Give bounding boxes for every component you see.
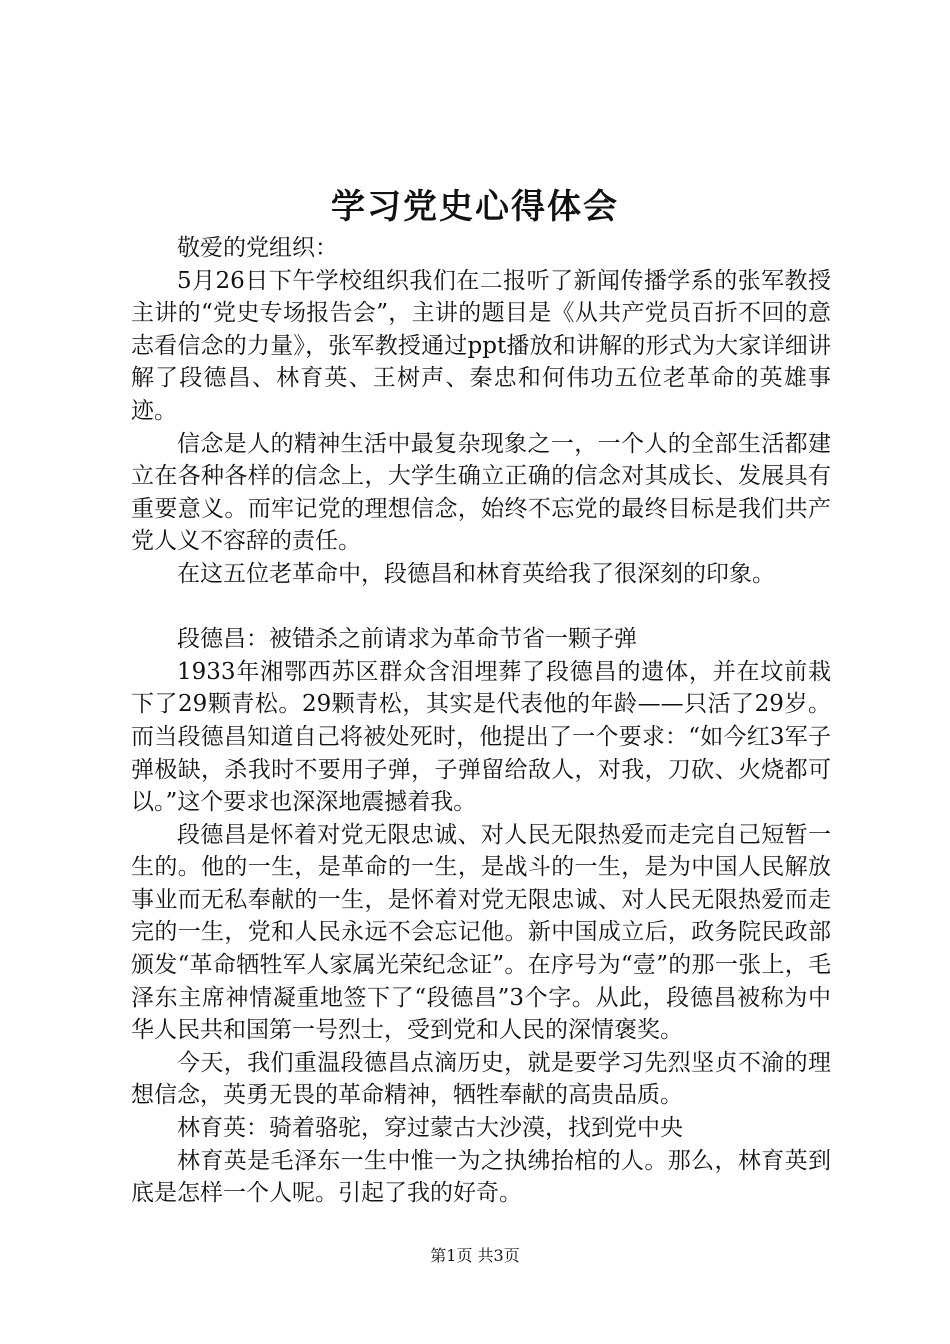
paragraph: 在这五位老革命中，段德昌和林育英给我了很深刻的印象。 xyxy=(177,560,775,587)
paragraph-salutation: 敬爱的党组织： xyxy=(177,235,338,261)
section-heading: 林育英：骑着骆驼，穿过蒙古大沙漠，找到党中央 xyxy=(177,1115,683,1142)
paragraph: 林育英是毛泽东一生中惟一为之执绋抬棺的人。那么，林育英到底是怎样一个人呢。引起了我的好奇。 xyxy=(131,1147,831,1207)
paragraph: 1933年湘鄂西苏区群众含泪埋葬了段德昌的遗体，并在坟前栽下了29颗青松。29颗青松，其实是代表他的年龄——只活了29岁。而当段德昌知道自己将被处死时，他提出了一个要求：“如今红3军子弹极缺，杀我时不要用子弹，子弹留给敌人，对我，刀砍、火烧都可以。”这个要求也深深地震撼着我。 xyxy=(131,658,831,816)
paragraph: 信念是人的精神生活中最复杂现象之一，一个人的全部生活都建立在各种各样的信念上，大学生确立正确的信念对其成长、发展具有重要意义。而牢记党的理想信念，始终不忘党的最终目标是我们共产党人义不容辞的责任。 xyxy=(131,430,831,555)
section-heading: 段德昌：被错杀之前请求为革命节省一颗子弹 xyxy=(177,626,637,653)
document-body xyxy=(131,232,831,1210)
paragraph: 今天，我们重温段德昌点滴历史，就是要学习先烈坚贞不渝的理想信念，英勇无畏的革命精神，牺牲奉献的高贵品质。 xyxy=(131,1049,831,1109)
document-title: 学习党史心得体会 xyxy=(331,187,619,227)
paragraph: 5月26日下午学校组织我们在二报听了新闻传播学系的张军教授主讲的“党史专场报告会”，主讲的题目是《从共产党员百折不回的意志看信念的力量》，张军教授通过ppt播放和讲解的形式为大家详细讲解了段德昌、林育英、王树声、秦忠和何伟功五位老革命的英雄事迹。 xyxy=(131,267,831,424)
page-footer: 第1页 共3页 xyxy=(430,1246,520,1265)
paragraph: 段德昌是怀着对党无限忠诚、对人民无限热爱而走完自己短暂一生的。他的一生，是革命的一生，是战斗的一生，是为中国人民解放事业而无私奉献的一生，是怀着对党无限忠诚、对人民无限热爱而走完的一生，党和人民永远不会忘记他。新中国成立后，政务院民政部颁发“革命牺牲军人家属光荣纪念证”。在序号为“壹”的那一张上，毛泽东主席神情凝重地签下了“段德昌”3个字。从此，段德昌被称为中华人民共和国第一号烈士，受到党和人民的深情褒奖。 xyxy=(131,821,831,1044)
